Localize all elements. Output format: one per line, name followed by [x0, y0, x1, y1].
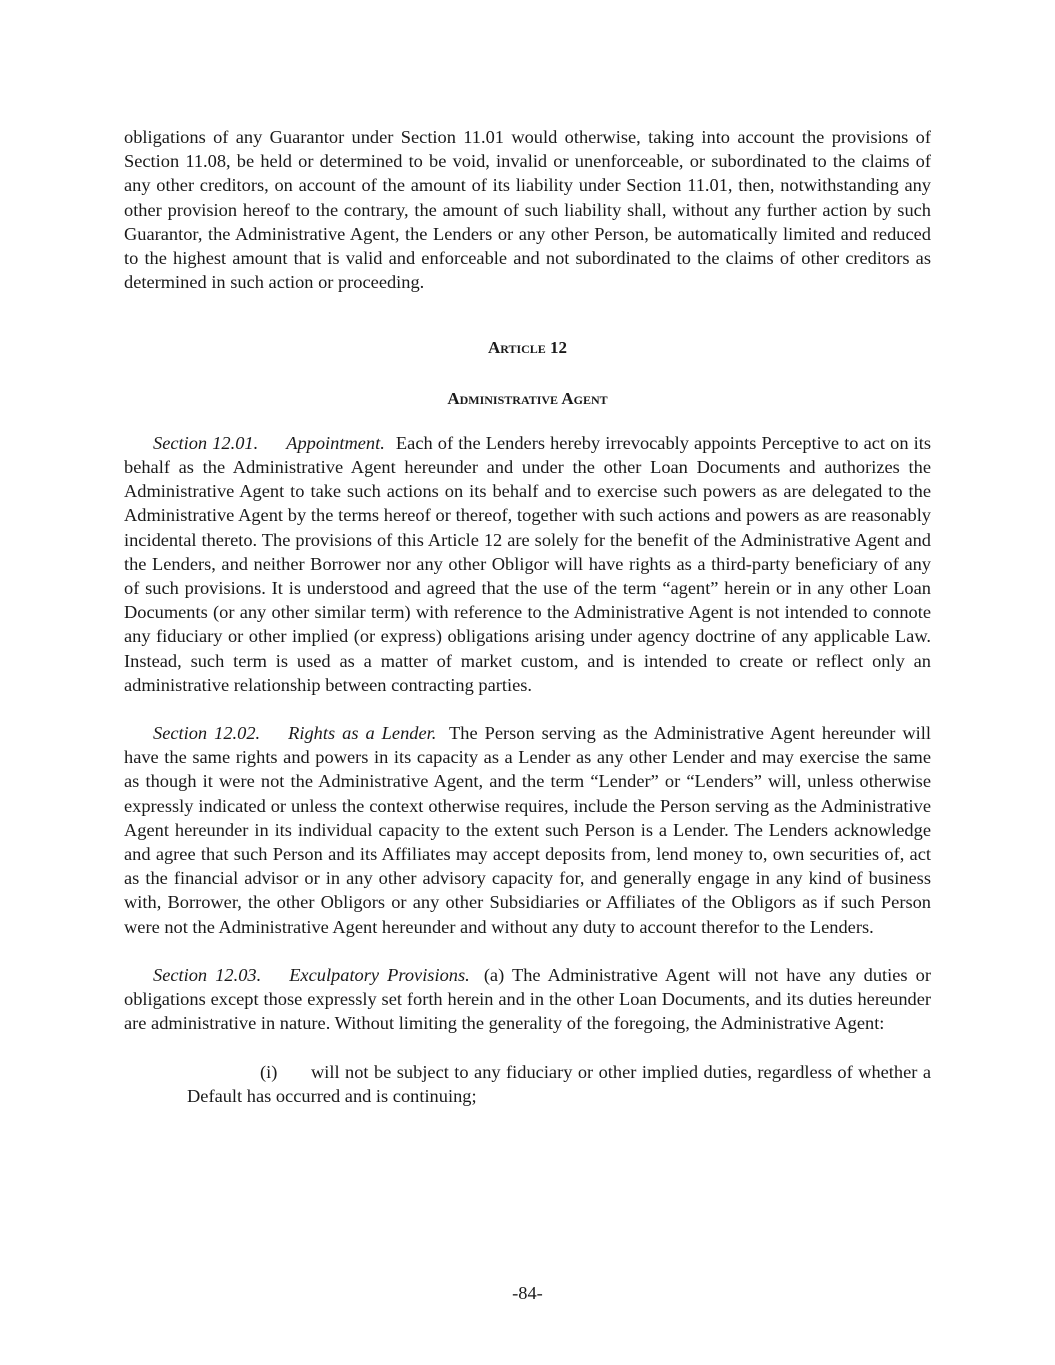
section-number: Section 12.01. — [153, 432, 259, 453]
section-number: Section 12.03. — [153, 964, 262, 985]
document-page — [124, 125, 931, 1108]
section-12-01 — [124, 431, 931, 697]
section-12-03 — [124, 963, 931, 1036]
article-subtitle: Administrative Agent — [447, 388, 608, 408]
section-text: (a) The Administrative Agent will not have any duties or obligations except those expressly set forth herein and in the other Loan Documents, and its duties hereunder are administrative in nature. Without limiting the generality of the foregoing, the Administrative Agent: — [124, 964, 931, 1034]
list-item-text: will not be subject to any fiduciary or other implied duties, regardless of whether a Default has occurred and is continuing; — [187, 1061, 931, 1106]
section-title: Exculpatory Provisions. — [289, 964, 470, 985]
list-item-number: (i) — [260, 1061, 278, 1082]
section-number: Section 12.02. — [153, 723, 261, 744]
list-item — [124, 1060, 931, 1108]
section-title: Appointment. — [286, 432, 385, 453]
section-title: Rights as a Lender. — [288, 723, 437, 744]
article-title: Article 12 — [487, 338, 568, 358]
section-text: Each of the Lenders hereby irrevocably appoints Perceptive to act on its behalf as the Administrative Agent hereunder and under the other Loan Documents and authorizes the Administrative Agent to take such actions on its behalf and to exercise such powers as are delegated to the Administrative Agent by the terms hereof or thereof, together with such actions and powers as are reasonably incidental thereto. The provisions of this Article 12 are solely for the benefit of the Administrative Agent and the Lenders, and neither Borrower nor any other Obligor will have rights as a third-party beneficiary of any of such provisions. It is understood and agreed that the use of the term “agent” herein or in any other Loan Documents (or any other similar term) with reference to the Administrative Agent is not intended to connote any fiduciary or other implied (or express) obligations arising under agency doctrine of any applicable Law. Instead, such term is used as a matter of market custom, and is intended to create or reflect only an administrative relationship between contracting parties. — [124, 432, 931, 695]
section-text: The Person serving as the Administrative Agent hereunder will have the same rights and powers in its capacity as a Lender as any other Lender and may exercise the same as though it were not the Administrative Agent, and the term “Lender” or “Lenders” will, unless otherwise expressly indicated or unless the context otherwise requires, include the Person serving as the Administrative Agent hereunder in its individual capacity to the extent such Person is a Lender. The Lenders acknowledge and agree that such Person and its Affiliates may accept deposits from, lend money to, own securities of, act as the financial advisor or in any other advisory capacity for, and generally engage in any kind of business with, Borrower, the other Obligors or any other Subsidiaries or Affiliates of the Obligors as if such Person were not the Administrative Agent hereunder and without any duty to account therefor to the Lenders. — [124, 723, 931, 937]
page-number: -84- — [512, 1283, 543, 1303]
continuation-paragraph: obligations of any Guarantor under Section 11.01 would otherwise, taking into account the provisions of Section 11.08, be held or determined to be void, invalid or unenforceable, or subordinated to the claims of any other creditors, on account of the amount of its liability under Section 11.01, then, notwithstanding any other provision hereof to the contrary, the amount of such liability shall, without any further action by such Guarantor, the Administrative Agent, the Lenders or any other Person, be automatically limited and reduced to the highest amount that is valid and enforceable and not subordinated to the claims of other creditors as determined in such action or proceeding. — [124, 127, 931, 293]
section-12-02 — [124, 721, 931, 939]
